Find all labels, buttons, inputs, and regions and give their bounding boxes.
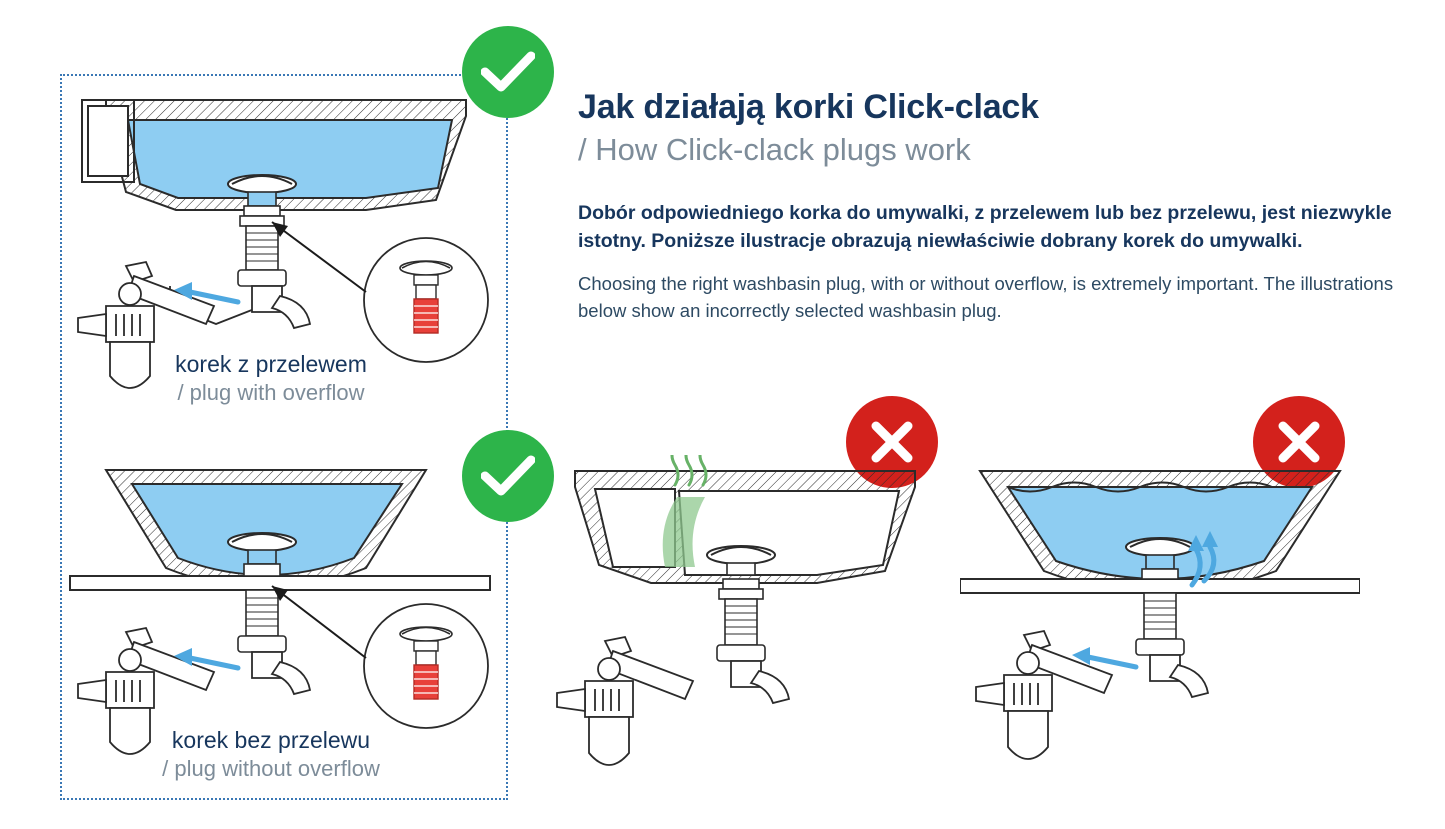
illustration-bad-no-overflow-basin (960, 455, 1360, 825)
caption-1-polish: korek z przelewem (175, 351, 367, 377)
caption-2-polish: korek bez przelewu (171, 727, 371, 753)
plug-detail-callout (272, 586, 488, 728)
caption-2-english: / plug without overflow (162, 755, 380, 781)
illustration-bad-overflow-basin (555, 455, 955, 825)
drain-body (238, 206, 286, 286)
bad-no-overflow-basin-drawing (960, 455, 1360, 825)
washbasin-with-overflow-drawing (66, 80, 496, 430)
title-english: / How Click-clack plugs work (578, 132, 971, 168)
countertop (960, 579, 1360, 593)
illustration-washbasin-with-overflow (66, 80, 496, 430)
description-block (578, 200, 1428, 325)
drain-body (717, 579, 765, 661)
washbasin-without-overflow-drawing (66, 450, 496, 800)
description-english: Choosing the right washbasin plug, with or without overflow, is extremely important. The illustrations below show an incorrectly selected washbasin plug. (578, 273, 1394, 322)
bad-overflow-basin-drawing (555, 455, 955, 825)
illustration-washbasin-without-overflow (66, 450, 496, 800)
page-title (578, 88, 1418, 168)
caption-1-english: / plug with overflow (177, 379, 365, 405)
description-polish: Dobór odpowiedniego korka do umywalki, z przelewem lub bez przelewu, jest niezwykle istotny. Poniższe ilustracje obrazują niewłaściwie dobrany korek do umywalki. (578, 202, 1392, 252)
plug-detail-callout (272, 222, 488, 362)
title-polish: Jak działają korki Click-clack (578, 88, 1039, 126)
countertop (70, 576, 490, 590)
